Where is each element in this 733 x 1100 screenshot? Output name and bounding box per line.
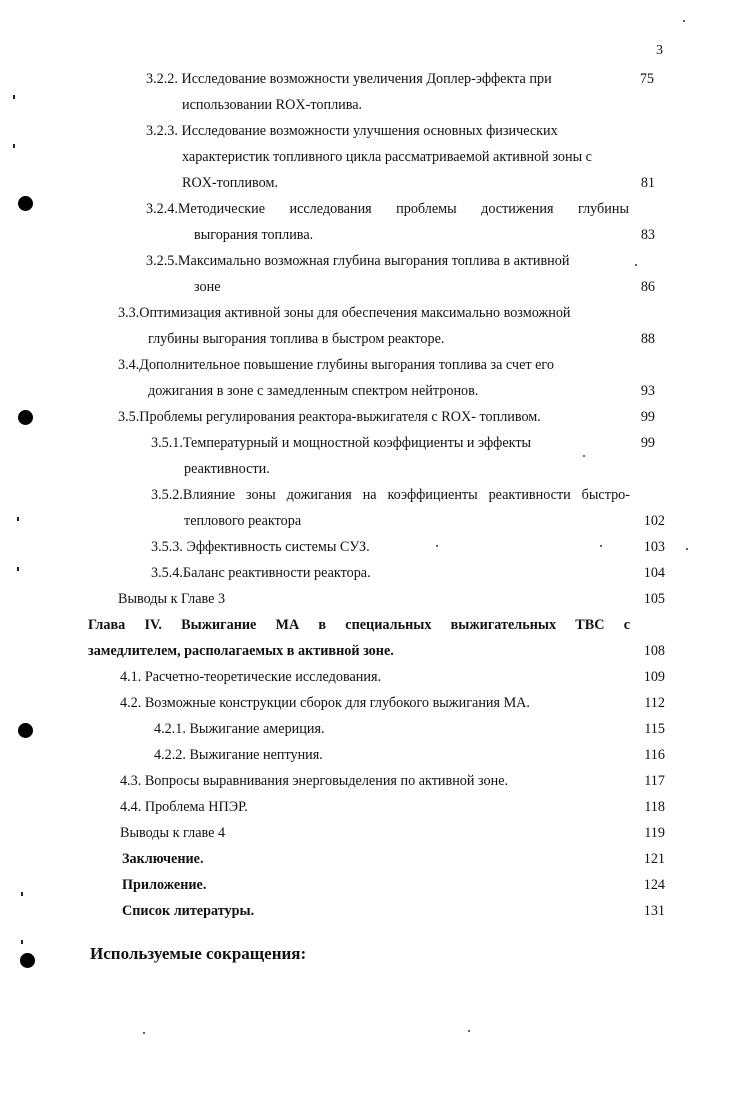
toc-entry-4-2-2-line-1: 4.2.2. Выжигание нептуния. [154,747,323,763]
scan-mark [17,567,19,571]
scan-speck [468,1030,470,1032]
scan-mark [21,892,23,896]
page-number: 3 [656,43,663,58]
toc-entry-3-2-3-line-1: 3.2.3. Исследование возможности улучшения основных физических [146,123,558,139]
scan-speck [683,20,685,22]
toc-entry-4-2-line-1: 4.2. Возможные конструкции сборок для глубокого выжигания МА. [120,695,530,711]
punch-hole-2 [18,410,33,425]
toc-entry-3-5-2-line-2: теплового реактора [184,513,302,529]
toc-entry-4-3-line-1: 4.3. Вопросы выравнивания энерговыделения по активной зоне. [120,773,509,789]
toc-entry-conclusion-line-1: Заключение. [122,851,204,867]
toc-entry-4-1-page: 109 [643,669,665,685]
toc-entry-chapter-4-page: 108 [643,643,665,659]
toc-entry-3-2-5-page: 86 [640,279,655,295]
toc-entry-3-2-5-line-1: 3.2.5.Максимально возможная глубина выгорания топлива в активной [146,253,570,269]
toc-entry-3-5-2-page: 102 [643,513,665,529]
toc-entry-conclusions-4-line-1: Выводы к главе 4 [120,825,226,841]
toc-entry-chapter-4-line-2: замедлителем, располагаемых в активной зоне. [88,643,394,659]
scan-speck [600,545,602,547]
toc-entry-conclusions-4-page: 119 [644,825,665,841]
toc-entry-3-3-line-2: глубины выгорания топлива в быстром реакторе. [148,331,445,347]
toc-entry-3-5-3-page: 103 [643,539,665,555]
scan-mark [17,517,19,521]
toc-entry-3-5-1-page: 99 [640,435,655,451]
toc-entry-4-1-line-1: 4.1. Расчетно-теоретические исследования. [120,669,382,685]
toc-entry-references-page: 131 [643,903,665,919]
toc-entry-3-5-1-line-1: 3.5.1.Температурный и мощностной коэффициенты и эффекты [151,435,532,451]
toc-entry-3-3-page: 88 [640,331,655,347]
toc-entry-4-2-1-page: 115 [644,721,665,737]
toc-entry-4-2-page: 112 [644,695,665,711]
toc-entry-chapter-4-line-1: Глава IV. Выжигание МА в специальных выжигательных ТВС с [88,617,630,633]
scan-speck [686,548,688,550]
toc-entry-3-2-3-line-3: ROX-топливом. [182,175,279,191]
toc-entry-4-3-page: 117 [644,773,665,789]
toc-entry-3-5-4-line-1: 3.5.4.Баланс реактивности реактора. [151,565,371,581]
toc-entry-appendix-line-1: Приложение. [122,877,207,893]
punch-hole-1 [18,196,33,211]
scan-mark [13,144,15,148]
toc-entry-conclusions-3-page: 105 [643,591,665,607]
toc-entry-3-2-4-line-2: выгорания топлива. [194,227,314,243]
scan-speck [635,264,637,266]
toc-entry-4-2-1-line-1: 4.2.1. Выжигание америция. [154,721,325,737]
toc-entry-3-2-2-page: 75 [639,71,654,87]
toc-entry-3-2-4-line-1: 3.2.4.Методические исследования проблемы достижения глубины [146,201,629,217]
toc-entry-3-5-3-line-1: 3.5.3. Эффективность системы СУЗ. [151,539,370,555]
toc-entry-conclusion-page: 121 [643,851,665,867]
toc-entry-4-4-line-1: 4.4. Проблема НПЭР. [120,799,248,815]
toc-entry-3-5-page: 99 [640,409,655,425]
abbreviations-heading: Используемые сокращения: [90,944,307,963]
toc-entry-3-5-4-page: 104 [643,565,665,581]
toc-entry-4-4-page: 118 [644,799,665,815]
toc-entry-3-2-3-line-2: характеристик топливного цикла рассматриваемой активной зоны с [182,149,592,165]
toc-entry-3-4-line-1: 3.4.Дополнительное повышение глубины выгорания топлива за счет его [118,357,554,373]
toc-entry-3-5-line-1: 3.5.Проблемы регулирования реактора-выжигателя с ROX- топливом. [118,409,541,425]
scan-speck [436,545,438,547]
scan-speck [583,455,585,457]
toc-entry-3-2-2-line-2: использовании ROX-топлива. [182,97,363,113]
toc-entry-3-5-1-line-2: реактивности. [184,461,270,477]
toc-entry-appendix-page: 124 [643,877,665,893]
punch-hole-4 [20,953,35,968]
toc-entry-3-2-2-line-1: 3.2.2. Исследование возможности увеличения Доплер-эффекта при [146,71,552,87]
toc-entry-3-2-5-line-2: зоне [194,279,221,295]
scan-mark [21,940,23,944]
toc-entry-references-line-1: Список литературы. [122,903,255,919]
toc-entry-3-2-4-page: 83 [640,227,655,243]
punch-hole-3 [18,723,33,738]
toc-entry-4-2-2-page: 116 [644,747,665,763]
toc-entry-3-4-page: 93 [640,383,655,399]
scan-speck [143,1032,145,1034]
toc-entry-3-4-line-2: дожигания в зоне с замедленным спектром нейтронов. [148,383,479,399]
scan-mark [13,95,15,99]
toc-entry-3-2-3-page: 81 [640,175,655,191]
toc-entry-3-5-2-line-1: 3.5.2.Влияние зоны дожигания на коэффициенты реактивности быстро- [151,487,630,503]
toc-entry-3-3-line-1: 3.3.Оптимизация активной зоны для обеспечения максимально возможной [118,305,571,321]
toc-entry-conclusions-3-line-1: Выводы к Главе 3 [118,591,226,607]
